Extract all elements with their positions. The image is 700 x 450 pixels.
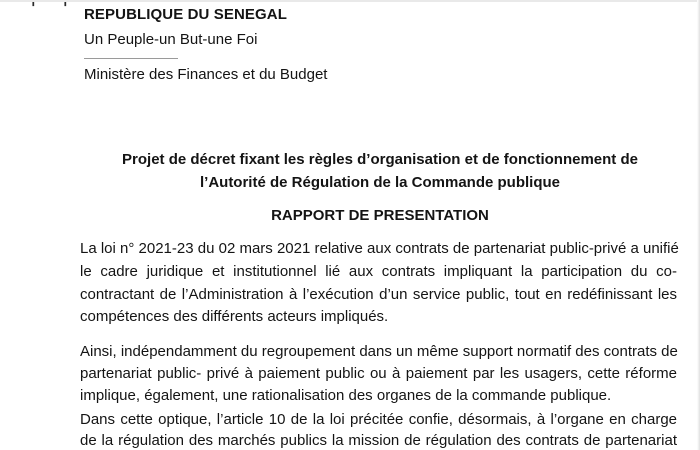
paragraph-line: implique, également, une rationalisation des organes de la commande publique.: [80, 387, 612, 404]
header-ministry: Ministère des Finances et du Budget: [84, 66, 328, 83]
scan-mark: ': [31, 0, 36, 17]
paragraph-line: La loi n° 2021-23 du 02 mars 2021 relative aux contrats de partenariat public-privé a unifié: [80, 240, 679, 257]
paragraph-line: Dans cette optique, l’article 10 de la loi précitée confie, désormais, à l’organe en charge: [80, 411, 677, 428]
decree-title-line: l’Autorité de Régulation de la Commande publique: [199, 174, 561, 191]
header-motto: Un Peuple-un But-une Foi: [84, 31, 258, 48]
paragraph-line: le cadre juridique et institutionnel lié aux contrats impliquant la participation du co-: [80, 263, 677, 280]
paragraph-line: compétences des différents acteurs impliqués.: [80, 308, 389, 325]
header-country: REPUBLIQUE DU SENEGAL: [84, 6, 287, 23]
paragraph-line: Ainsi, indépendamment du regroupement dans un même support normatif des contrats de: [80, 343, 678, 360]
paragraph-line: contractant de l’Administration à l’exécution d’un service public, tout en redéfinissant les: [80, 286, 677, 303]
decree-title: [80, 148, 680, 194]
paragraph-line: de la régulation des marchés publics la mission de régulation des contrats de partenariat: [80, 432, 677, 449]
paragraph-line: partenariat public- privé à paiement public ou à paiement par les usagers, cette réforme: [80, 365, 677, 382]
scan-edge-top: [0, 0, 700, 2]
scan-mark: ': [63, 0, 68, 17]
report-heading: RAPPORT DE PRESENTATION: [271, 207, 489, 224]
decree-title-line: Projet de décret fixant les règles d’organisation et de fonctionnement de: [122, 151, 638, 168]
header-divider: [84, 58, 178, 59]
